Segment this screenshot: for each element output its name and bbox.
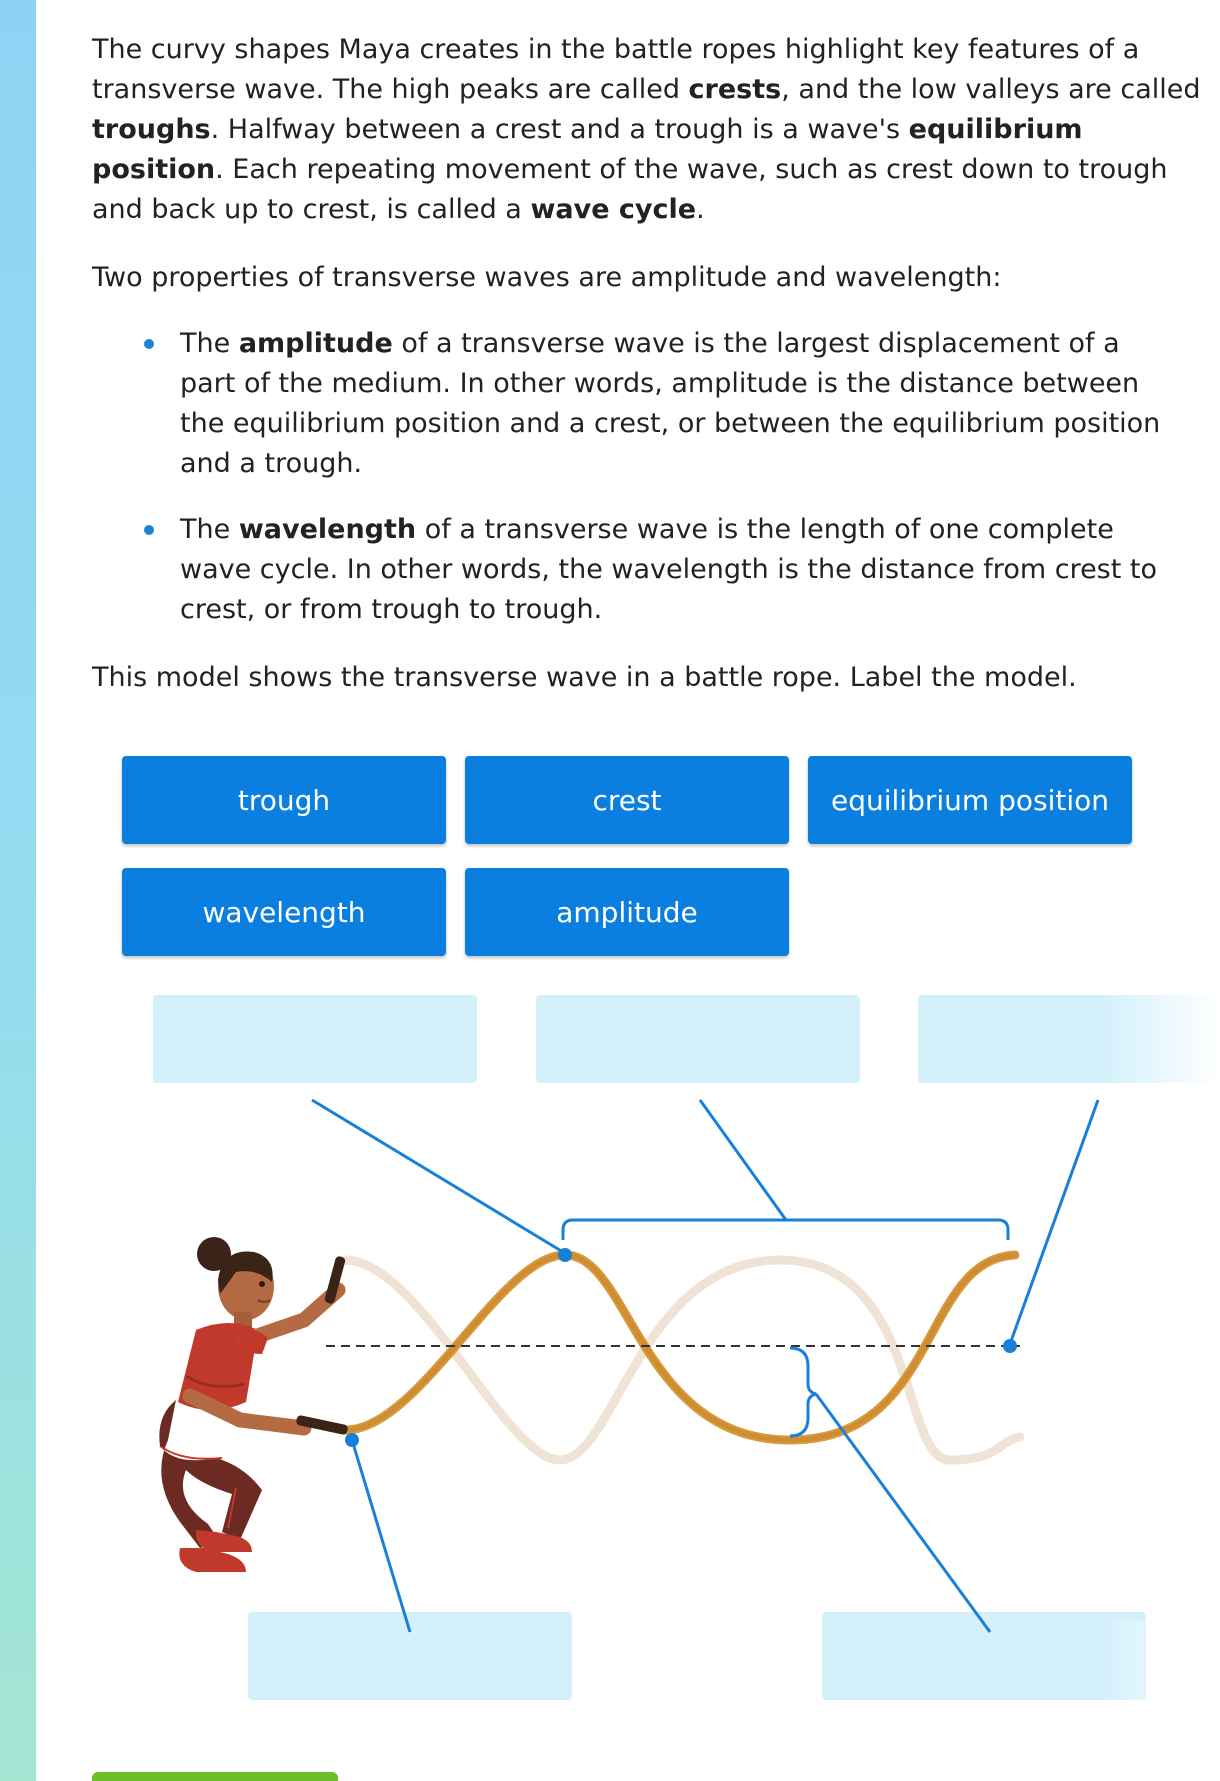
drop-target-top-middle[interactable]	[536, 995, 860, 1083]
amplitude-bullet: The amplitude of a transverse wave is the largest displacement of a part of the medium. In other words, amplitude is the distance between the equilibrium position and a crest, or between the equilibrium position and a trough.	[180, 324, 1180, 484]
properties-paragraph: Two properties of transverse waves are amplitude and wavelength:	[92, 262, 1002, 293]
edge-fade-bottom	[1100, 1620, 1220, 1740]
amplitude-brace	[790, 1348, 816, 1436]
tile-amplitude[interactable]: amplitude	[465, 868, 789, 956]
pointer-crest	[312, 1100, 563, 1252]
crest-dot	[558, 1248, 572, 1262]
wavelength-bullet: The wavelength of a transverse wave is the length of one complete wave cycle. In other words, the wavelength is the distance from crest to crest, or from trough to trough.	[180, 510, 1180, 630]
edge-fade	[1100, 990, 1220, 1110]
pointer-equilibrium	[1010, 1100, 1098, 1344]
pointer-amplitude	[816, 1394, 990, 1632]
intro-paragraph: The curvy shapes Maya creates in the battle ropes highlight key features of a transverse wave. The high peaks are called crests, and the low valleys are called troughs. Halfway between a crest and a trough is a wave's equilibrium position. Each repeating movement of the wave, such as crest down to trough and back up to crest, is called a wave cycle.	[92, 34, 1201, 225]
tile-crest[interactable]: crest	[465, 756, 789, 844]
tile-equilibrium-position[interactable]: equilibrium position	[808, 756, 1132, 844]
submit-button-edge[interactable]	[92, 1772, 338, 1781]
pointer-trough	[352, 1440, 410, 1632]
tile-trough[interactable]: trough	[122, 756, 446, 844]
question-text	[92, 30, 1212, 698]
wavelength-bracket	[563, 1220, 1008, 1240]
person-illustration	[159, 1237, 348, 1572]
drop-target-top-left[interactable]	[153, 995, 477, 1083]
back-rope	[345, 1260, 1020, 1460]
instruction-paragraph: This model shows the transverse wave in a battle rope. Label the model.	[92, 662, 1077, 693]
properties-list	[92, 324, 1212, 630]
front-rope-core	[345, 1255, 1015, 1440]
drop-target-bottom-left[interactable]	[248, 1612, 572, 1700]
left-accent-strip	[0, 0, 36, 1781]
drop-target-bottom-right[interactable]	[822, 1612, 1146, 1700]
equilibrium-dot	[1003, 1339, 1017, 1353]
front-rope	[345, 1255, 1015, 1440]
tile-wavelength[interactable]: wavelength	[122, 868, 446, 956]
pointer-wavelength	[700, 1100, 786, 1220]
trough-dot	[345, 1433, 359, 1447]
